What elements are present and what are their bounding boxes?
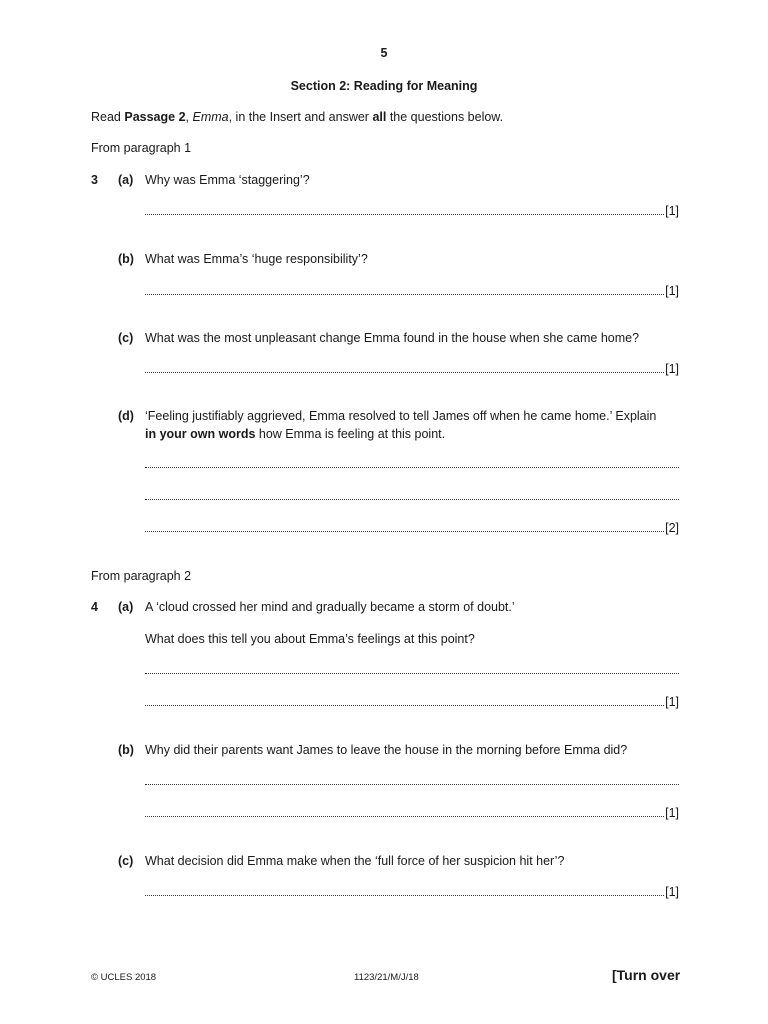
q3c-mark: [1]: [665, 362, 679, 376]
q3d-answer-line-3[interactable]: [145, 521, 679, 535]
q3a-answer-line[interactable]: [145, 204, 679, 218]
question-3-number: 3: [91, 173, 98, 187]
q3b-answer-line[interactable]: [145, 284, 679, 298]
q3d-text-line1: ‘Feeling justifiably aggrieved, Emma resolved to tell James off when he came home.’ Explain: [145, 409, 657, 423]
section-title: Section 2: Reading for Meaning: [290, 79, 478, 93]
q4b-text: Why did their parents want James to leave the house in the morning before Emma did?: [145, 743, 628, 757]
q3d-answer-line-1[interactable]: [145, 457, 679, 471]
q4c-text: What decision did Emma make when the ‘full force of her suspicion hit her’?: [145, 854, 565, 868]
q4a-answer-line-2[interactable]: [145, 695, 679, 709]
turn-over: [Turn over: [612, 967, 681, 983]
paragraph-1-label: From paragraph 1: [91, 141, 192, 155]
q4a-answer-line-1[interactable]: [145, 663, 679, 677]
q4a-mark: [1]: [665, 695, 679, 709]
q3c-label: (c): [118, 331, 134, 345]
q4a-label: (a): [118, 600, 134, 614]
q3a-mark: [1]: [665, 204, 679, 218]
q4b-answer-line-1[interactable]: [145, 774, 679, 788]
q4b-answer-line-2[interactable]: [145, 806, 679, 820]
q3c-answer-line[interactable]: [145, 362, 679, 376]
footer-paper-code: 1123/21/M/J/18: [354, 972, 419, 983]
q3d-mark: [2]: [665, 521, 679, 535]
q3b-label: (b): [118, 252, 134, 266]
paragraph-2-label: From paragraph 2: [91, 569, 192, 583]
question-4-number: 4: [91, 600, 98, 614]
q3b-mark: [1]: [665, 284, 679, 298]
q3a-label: (a): [118, 173, 134, 187]
q3b-text: What was Emma’s ‘huge responsibility’?: [145, 252, 368, 266]
q4c-mark: [1]: [665, 885, 679, 899]
page-number: 5: [380, 46, 388, 60]
q4c-label: (c): [118, 854, 134, 868]
q3d-label: (d): [118, 409, 134, 423]
q4a-text: A ‘cloud crossed her mind and gradually became a storm of doubt.’: [145, 600, 515, 614]
q3c-text: What was the most unpleasant change Emma found in the house when she came home?: [145, 331, 640, 345]
instruction: Read Passage 2, Emma, in the Insert and answer all the questions below.: [91, 110, 504, 124]
q4b-mark: [1]: [665, 806, 679, 820]
q3a-text: Why was Emma ‘staggering’?: [145, 173, 310, 187]
q4a-subquestion: What does this tell you about Emma’s feelings at this point?: [145, 632, 475, 646]
q3d-text-line2: in your own words how Emma is feeling at this point.: [145, 427, 446, 441]
footer-copyright: © UCLES 2018: [91, 972, 157, 983]
q4b-label: (b): [118, 743, 134, 757]
q3d-answer-line-2[interactable]: [145, 489, 679, 503]
q4c-answer-line[interactable]: [145, 885, 679, 899]
